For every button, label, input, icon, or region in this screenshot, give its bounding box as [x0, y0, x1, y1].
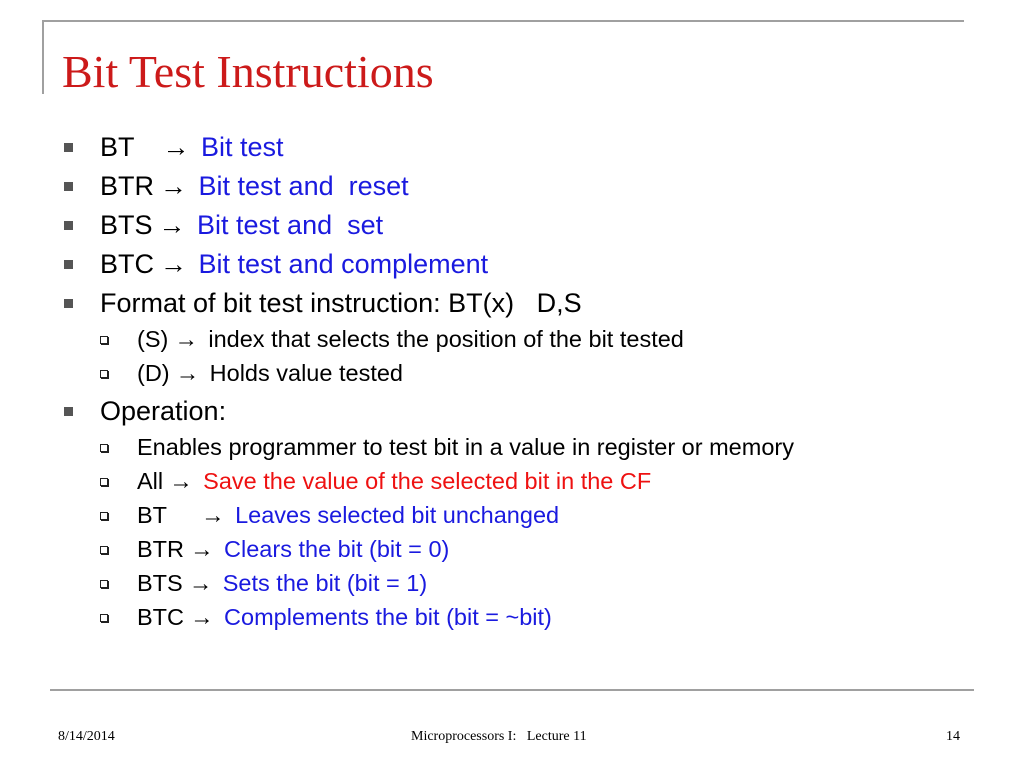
- bullet-text: Operation:: [100, 396, 227, 426]
- square-bullet-icon: [64, 143, 73, 152]
- bullet-format: [100, 285, 582, 321]
- bullet-label: BTR: [100, 171, 154, 201]
- arrow-right-icon: →: [175, 360, 200, 386]
- bullet-label: BT: [100, 132, 135, 162]
- sub-bullet-desc: Holds value tested: [209, 360, 403, 386]
- arrow-right-icon: →: [160, 171, 187, 201]
- bullet-text: Format of bit test instruction: BT(x) D,S: [100, 288, 582, 318]
- sub-bullet-btc: [137, 602, 552, 632]
- sub-bullet-btr: [137, 534, 449, 564]
- arrow-right-icon: →: [160, 249, 187, 279]
- arrow-right-icon: →: [188, 570, 213, 596]
- sub-bullet-bts: [137, 568, 427, 598]
- sub-bullet-desc: Complements the bit (bit = ~bit): [224, 604, 552, 630]
- sub-bullet-desc: Sets the bit (bit = 1): [222, 570, 428, 596]
- bullet-desc: Bit test and reset: [198, 171, 409, 201]
- bullet-bts: [100, 207, 383, 243]
- hollow-square-bullet-icon: [100, 370, 108, 378]
- hollow-square-bullet-icon: [100, 478, 108, 486]
- sub-bullet-d: [137, 358, 403, 388]
- sub-bullet-label: BTS: [137, 570, 183, 596]
- bullet-desc: Bit test: [201, 132, 284, 162]
- square-bullet-icon: [64, 407, 73, 416]
- hollow-square-bullet-icon: [100, 512, 108, 520]
- hollow-square-bullet-icon: [100, 614, 108, 622]
- sub-bullet-label: BTC: [137, 604, 184, 630]
- sub-bullet-enables: [137, 432, 794, 462]
- arrow-right-icon: →: [158, 210, 186, 240]
- footer-rule: [50, 689, 974, 691]
- sub-bullet-label: BTR: [137, 536, 184, 562]
- bullet-bt: [100, 129, 284, 165]
- bullet-btr: [100, 168, 409, 204]
- footer-course: Microprocessors I: Lecture 11: [411, 729, 587, 744]
- arrow-right-icon: →: [169, 468, 193, 494]
- square-bullet-icon: [64, 260, 73, 269]
- hollow-square-bullet-icon: [100, 546, 108, 554]
- sub-bullet-label: (D): [137, 360, 170, 386]
- arrow-right-icon: →: [162, 132, 190, 162]
- bullet-btc: [100, 246, 488, 282]
- sub-bullet-label: BT: [137, 502, 168, 528]
- square-bullet-icon: [64, 182, 73, 191]
- bullet-operation: [100, 393, 226, 429]
- sub-bullet-s: [137, 324, 684, 354]
- sub-bullet-all: [137, 466, 651, 496]
- sub-bullet-label: All: [137, 468, 164, 494]
- arrow-right-icon: →: [190, 604, 214, 630]
- sub-bullet-desc: index that selects the position of the bit tested: [208, 326, 684, 352]
- sub-bullet-desc: Leaves selected bit unchanged: [235, 502, 560, 528]
- slide-title: Bit Test Instructions: [62, 46, 434, 97]
- sub-bullet-label: (S): [137, 326, 169, 352]
- bullet-label: BTS: [100, 210, 153, 240]
- sub-bullet-desc: Clears the bit (bit = 0): [224, 536, 450, 562]
- square-bullet-icon: [64, 221, 73, 230]
- sub-bullet-bt: [137, 500, 559, 530]
- footer-page-number: 14: [946, 729, 960, 744]
- bullet-desc: Bit test and set: [197, 210, 384, 240]
- hollow-square-bullet-icon: [100, 336, 108, 344]
- sub-bullet-desc: Save the value of the selected bit in the CF: [203, 468, 652, 494]
- square-bullet-icon: [64, 299, 73, 308]
- bullet-desc: Bit test and complement: [198, 249, 489, 279]
- arrow-right-icon: →: [174, 326, 198, 352]
- sub-bullet-text: Enables programmer to test bit in a value in register or memory: [137, 434, 794, 460]
- arrow-right-icon: →: [201, 502, 225, 528]
- hollow-square-bullet-icon: [100, 580, 108, 588]
- bullet-label: BTC: [100, 249, 154, 279]
- arrow-right-icon: →: [190, 536, 214, 562]
- footer-date: 8/14/2014: [58, 729, 115, 744]
- hollow-square-bullet-icon: [100, 444, 108, 452]
